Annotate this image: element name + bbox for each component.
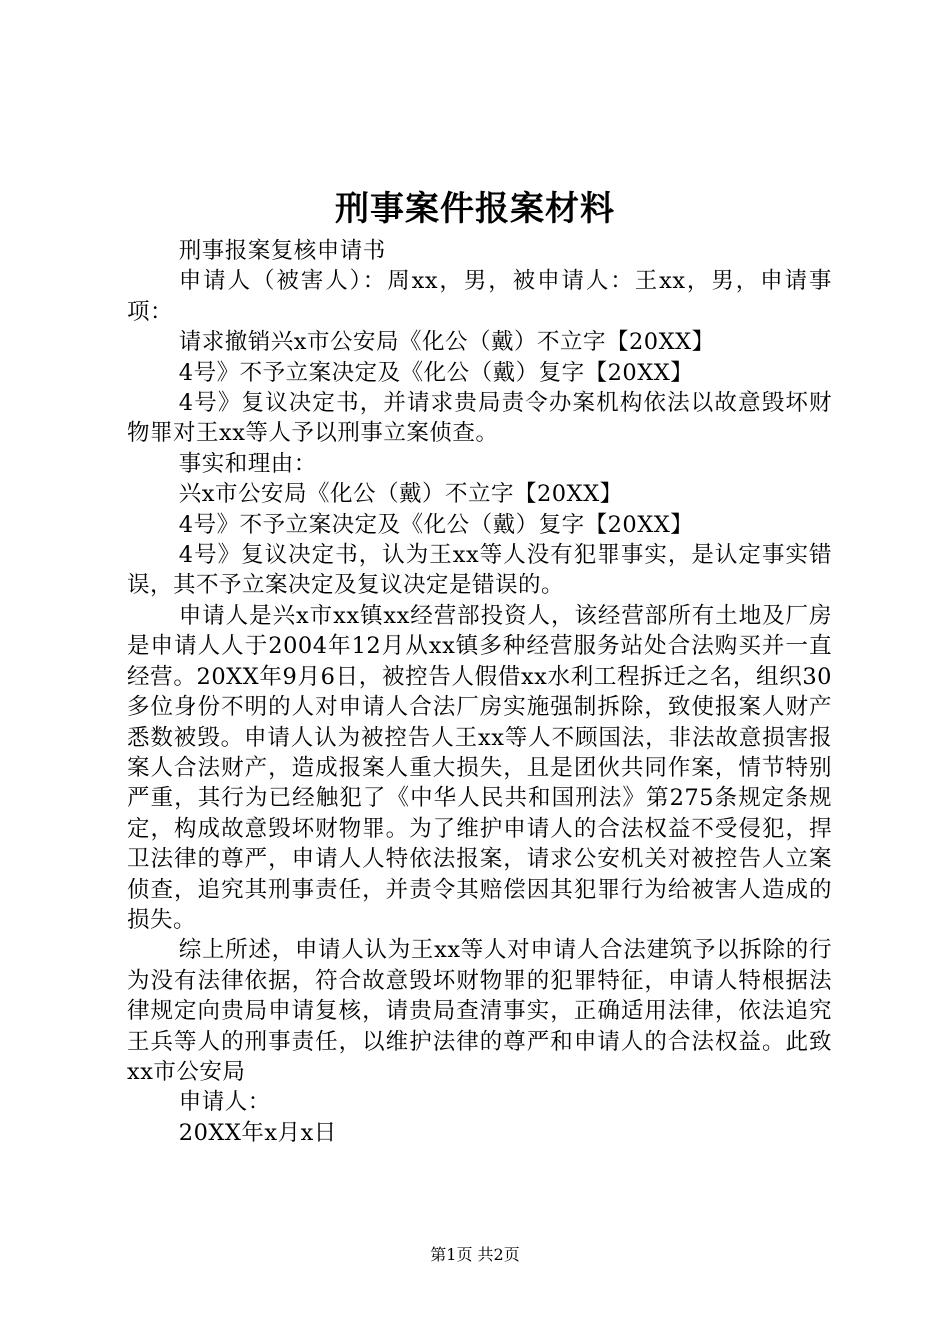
paragraph-signature: 申请人： [178,1089,271,1116]
document-title: 刑事案件报案材料 [335,189,615,229]
paragraph-request-1: 请求撤销兴x市公安局《化公（戴）不立字【20XX】 [178,329,715,356]
page-footer: 第1页 共2页 [430,1245,520,1264]
paragraph-facts-2: 4号》不予立案决定及《化公（戴）复字【20XX】 [178,511,694,538]
paragraph-facts-3: 4号》复议决定书，认为王xx等人没有犯罪事实，是认定事实错误，其不予立案决定及复议决定是错误的。 [127,542,832,599]
paragraph-facts-1: 兴x市公安局《化公（戴）不立字【20XX】 [178,481,623,508]
paragraph-heading: 刑事报案复核申请书 [178,238,386,264]
paragraph-request-3: 4号》复议决定书，并请求贵局责令办案机构依法以故意毁坏财物罪对王xx等人予以刑事立案侦查。 [127,390,832,447]
document-body [127,236,832,1148]
paragraph-request-2: 4号》不予立案决定及《化公（戴）复字【20XX】 [178,359,694,386]
paragraph-conclusion: 综上所述，申请人认为王xx等人对申请人合法建筑予以拆除的行为没有法律依据，符合故意毁坏财物罪的犯罪特征，申请人特根据法律规定向贵局申请复核，请贵局查清事实，正确适用法律，依法追究王兵等人的刑事责任，以维护法律的尊严和申请人的合法权益。此致xx市公安局 [127,937,832,1085]
paragraph-details: 申请人是兴x市xx镇xx经营部投资人，该经营部所有土地及厂房是申请人人于2004年12月从xx镇多种经营服务站处合法购买并一直经营。20XX年9月6日，被控告人假借xx水利工程拆迁之名，组织30多位身份不明的人对申请人合法厂房实施强制拆除，致使报案人财产悉数被毁。申请人认为被控告人王xx等人不顾国法，非法故意损害报案人合法财产，造成报案人重大损失，且是团伙共同作案，情节特别严重，其行为已经触犯了《中华人民共和国刑法》第275条规定条规定，构成故意毁坏财物罪。为了维护申请人的合法权益不受侵犯，捍卫法律的尊严，申请人人特依法报案，请求公安机关对被控告人立案侦查，追究其刑事责任，并责令其赔偿因其犯罪行为给被害人造成的损失。 [127,602,832,933]
paragraph-facts-heading: 事实和理由： [178,450,317,477]
paragraph-date: 20XX年x月x日 [178,1119,337,1146]
paragraph-parties: 申请人（被害人）：周xx，男，被申请人：王xx，男，申请事项： [127,268,832,325]
